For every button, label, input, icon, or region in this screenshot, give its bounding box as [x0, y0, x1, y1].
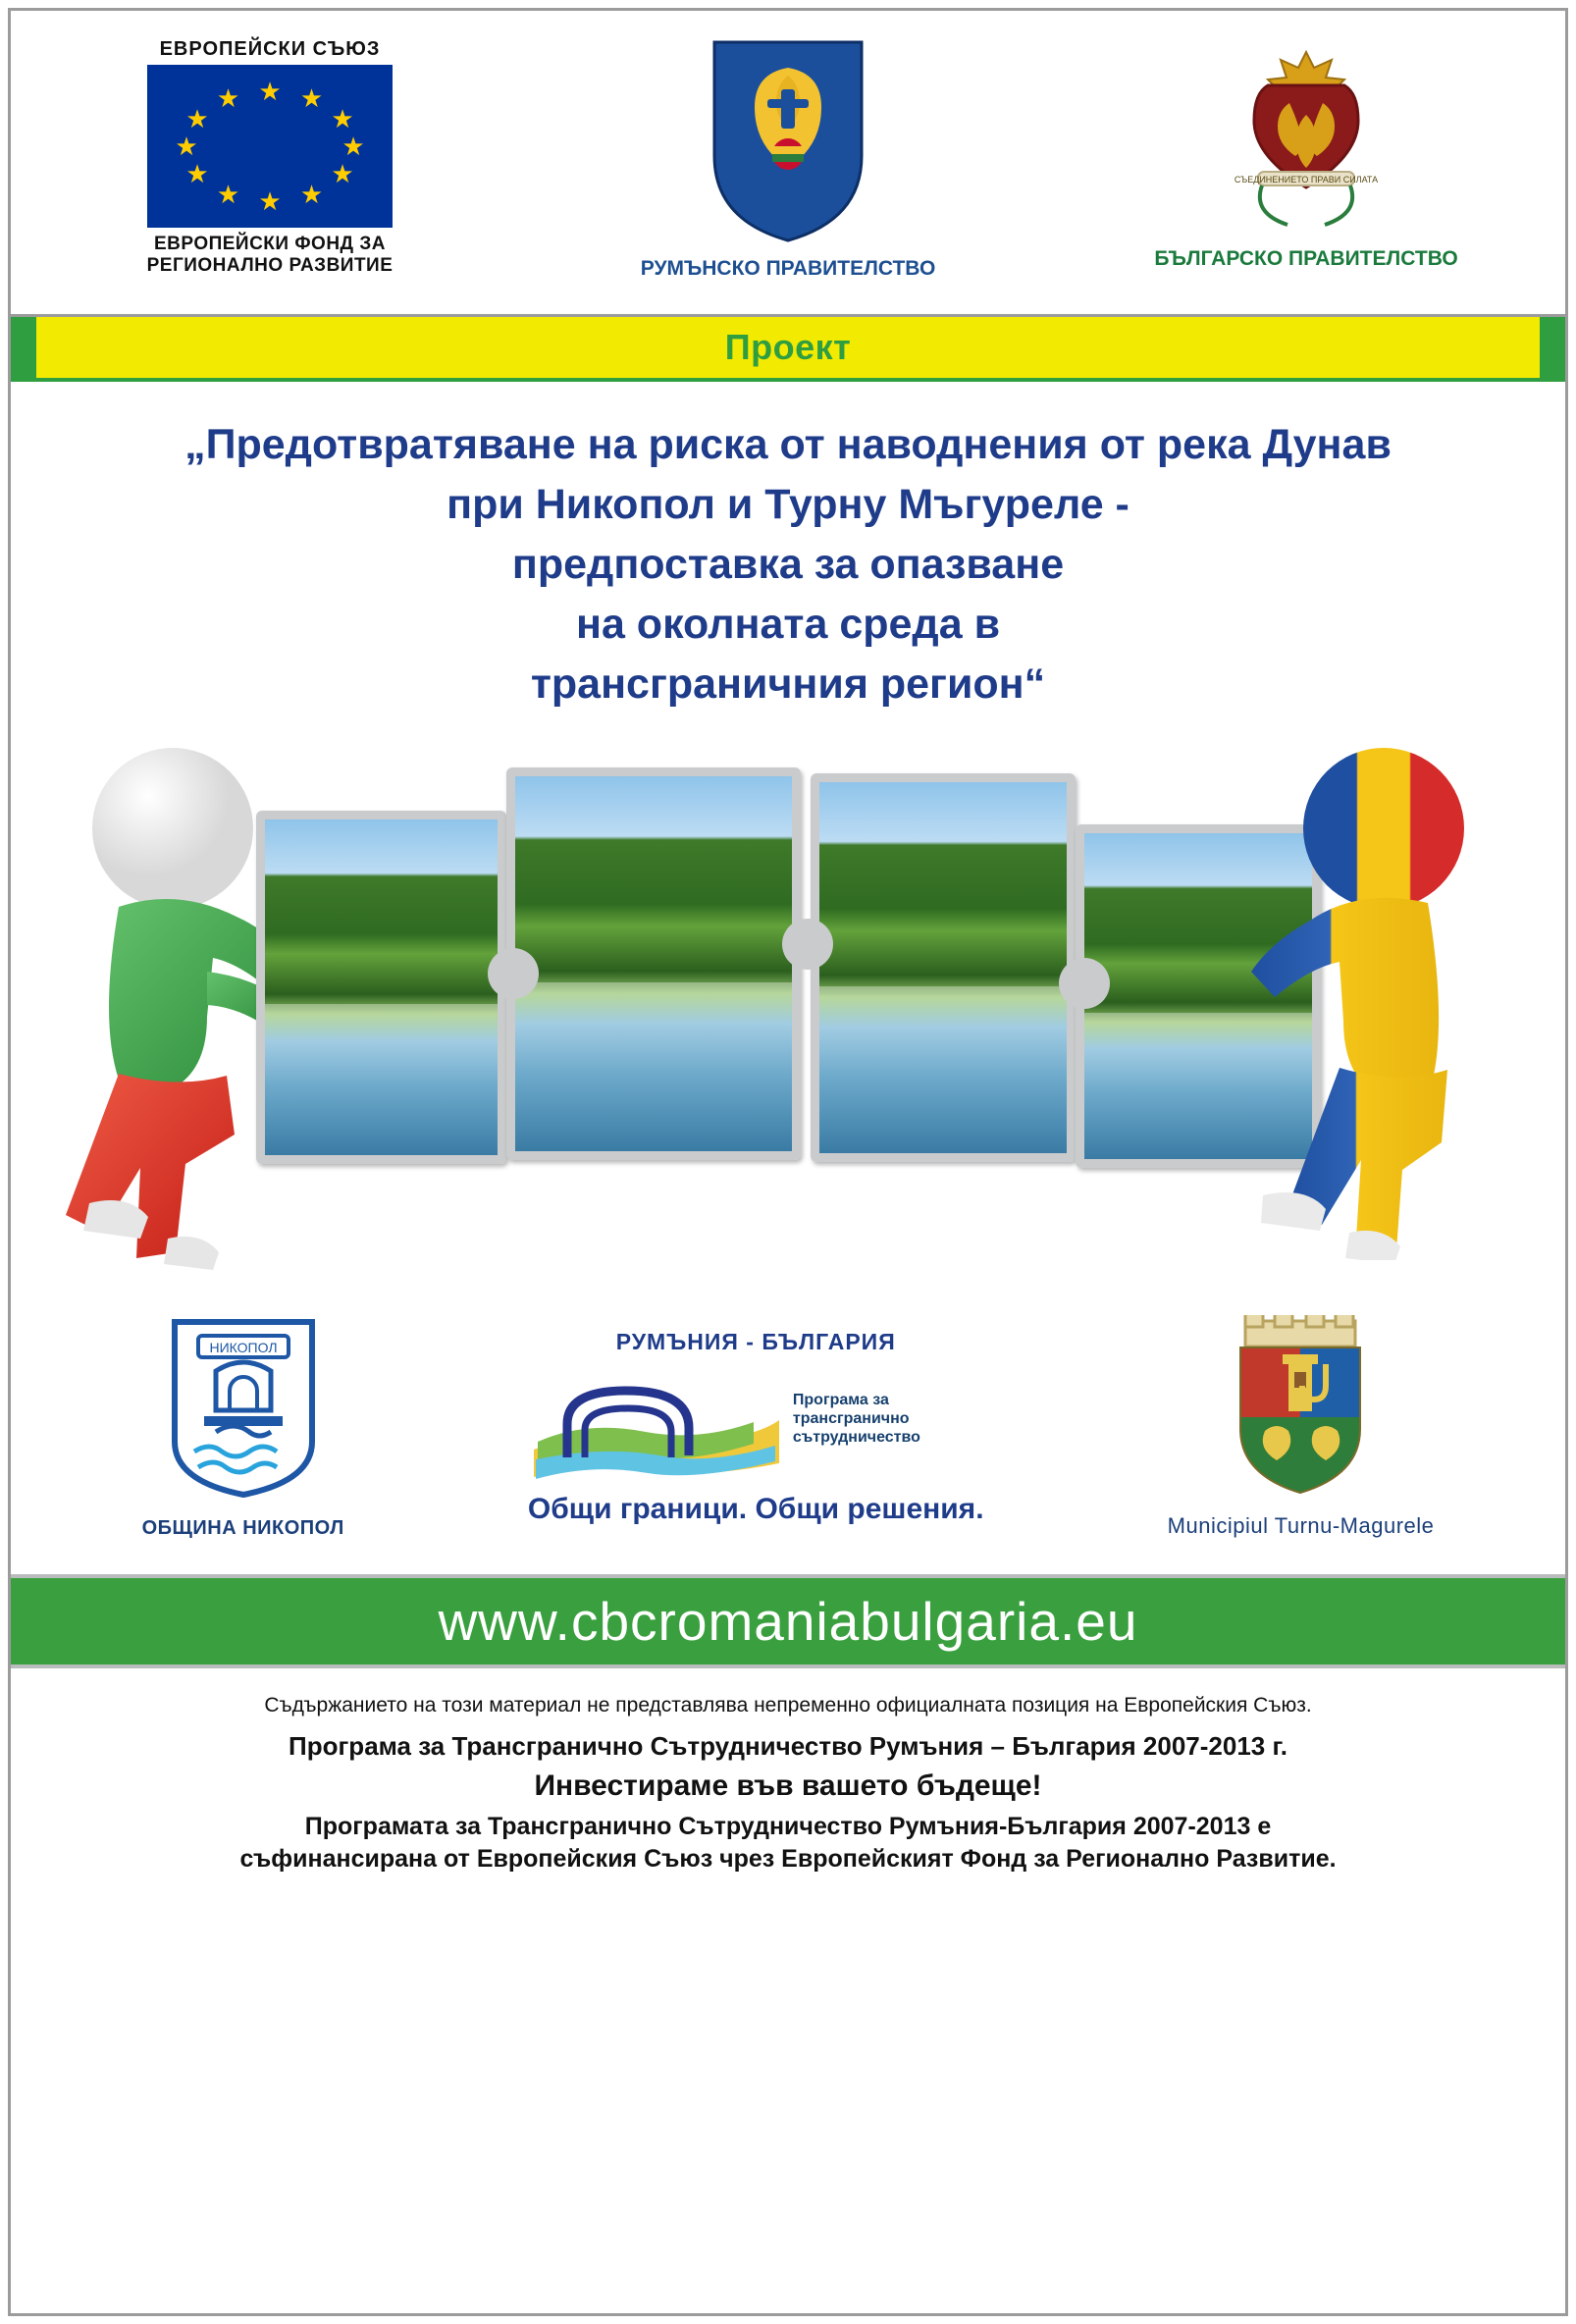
svg-text:СЪЕДИНЕНИЕТО ПРАВИ СИЛАТА: СЪЕДИНЕНИЕТО ПРАВИ СИЛАТА	[1234, 175, 1379, 185]
bulgaria-government-caption: БЪЛГАРСКО ПРАВИТЕЛСТВО	[1154, 247, 1458, 270]
eu-fund-caption-line2: РЕГИОНАЛНО РАЗВИТИЕ	[146, 254, 394, 276]
website-url[interactable]: www.cbcromaniabulgaria.eu	[438, 1591, 1138, 1653]
title-line-5: трансграничния регион“	[530, 660, 1046, 709]
programme-subtitle-3: сътрудничество	[792, 1429, 920, 1447]
footer-line-4	[40, 1811, 1536, 1875]
eu-fund-caption-line1: ЕВРОПЕЙСКИ ФОНД ЗА	[154, 234, 386, 254]
puzzle-piece-2	[506, 767, 801, 1160]
romania-logo-block	[532, 38, 1045, 281]
right-figure-romania-icon	[1222, 730, 1526, 1260]
programme-slogan: Общи граници. Общи решения.	[527, 1492, 984, 1525]
footer-line-2: Програма за Трансгранично Сътрудничество Румъния – България 2007-2013 г.	[289, 1731, 1287, 1762]
partner-logos	[11, 1280, 1565, 1574]
turnu-magurele-caption: Municipiul Turnu-Magurele	[1167, 1513, 1435, 1539]
title-line-1: „Предотвратяване на риска от наводнения от река Дунав	[184, 421, 1392, 468]
programme-title: РУМЪНИЯ - БЪЛГАРИЯ	[615, 1328, 896, 1354]
poster	[8, 8, 1568, 2316]
nikopol-crest-text: НИКОПОЛ	[209, 1340, 278, 1356]
project-banner-label: Проект	[724, 327, 852, 367]
project-banner	[11, 317, 1565, 382]
bulgaria-logo-block	[1050, 38, 1563, 271]
programme-subtitle-2: трансгранично	[792, 1410, 910, 1428]
puzzle-knob-3	[1059, 958, 1110, 1009]
programme-subtitle-1: Програма за	[792, 1391, 889, 1408]
puzzle-piece-1	[256, 811, 506, 1164]
programme-subtitle	[793, 1391, 920, 1448]
programme-bridge-icon	[528, 1355, 783, 1483]
bulgaria-coat-of-arms-icon	[1203, 38, 1409, 235]
footer-line-1: Съдържанието на този материал не представлява непременно официалната позиция на Европейския Съюз.	[264, 1694, 1312, 1717]
puzzle-pieces	[256, 801, 1326, 1213]
eu-flag-icon: ★ ★ ★ ★ ★ ★ ★ ★ ★ ★ ★ ★	[147, 65, 393, 228]
romania-coat-of-arms-icon	[705, 38, 871, 244]
title-line-4: на околната среда в	[575, 601, 1001, 649]
romania-government-caption: РУМЪНСКО ПРАВИТЕЛСТВО	[640, 257, 936, 280]
footer-line-3: Инвестираме във вашето бъдеще!	[534, 1769, 1042, 1803]
puzzle-knob-1	[488, 948, 539, 999]
turnu-magurele-crest-icon	[1220, 1315, 1382, 1497]
nikopol-caption: ОБЩИНА НИКОПОЛ	[141, 1517, 344, 1540]
turnu-magurele-logo-block	[1168, 1315, 1435, 1539]
website-bar[interactable]	[11, 1574, 1565, 1668]
puzzle-illustration	[11, 730, 1565, 1280]
programme-logo-block	[528, 1329, 984, 1526]
footer-line-4b: съфинансирана от Европейския Съюз чрез Европейският Фонд за Регионално Развитие.	[239, 1844, 1337, 1873]
project-title	[11, 382, 1565, 724]
puzzle-piece-3	[811, 773, 1076, 1162]
eu-fund-caption	[14, 234, 527, 277]
footer-disclaimer	[11, 1668, 1565, 1884]
eu-title: ЕВРОПЕЙСКИ СЪЮЗ	[159, 38, 381, 60]
nikopol-logo-block	[142, 1314, 344, 1540]
title-line-3: предпоставка за опазване	[511, 541, 1065, 589]
header-logos	[11, 11, 1565, 317]
eu-logo-block	[14, 38, 527, 277]
footer-line-4a: Програмата за Трансгранично Сътрудничество Румъния-България 2007-2013 е	[304, 1813, 1272, 1841]
nikopol-crest-icon	[165, 1314, 322, 1501]
title-line-2: при Никопол и Турну Мъгуреле -	[447, 481, 1129, 529]
puzzle-knob-2	[782, 919, 833, 970]
